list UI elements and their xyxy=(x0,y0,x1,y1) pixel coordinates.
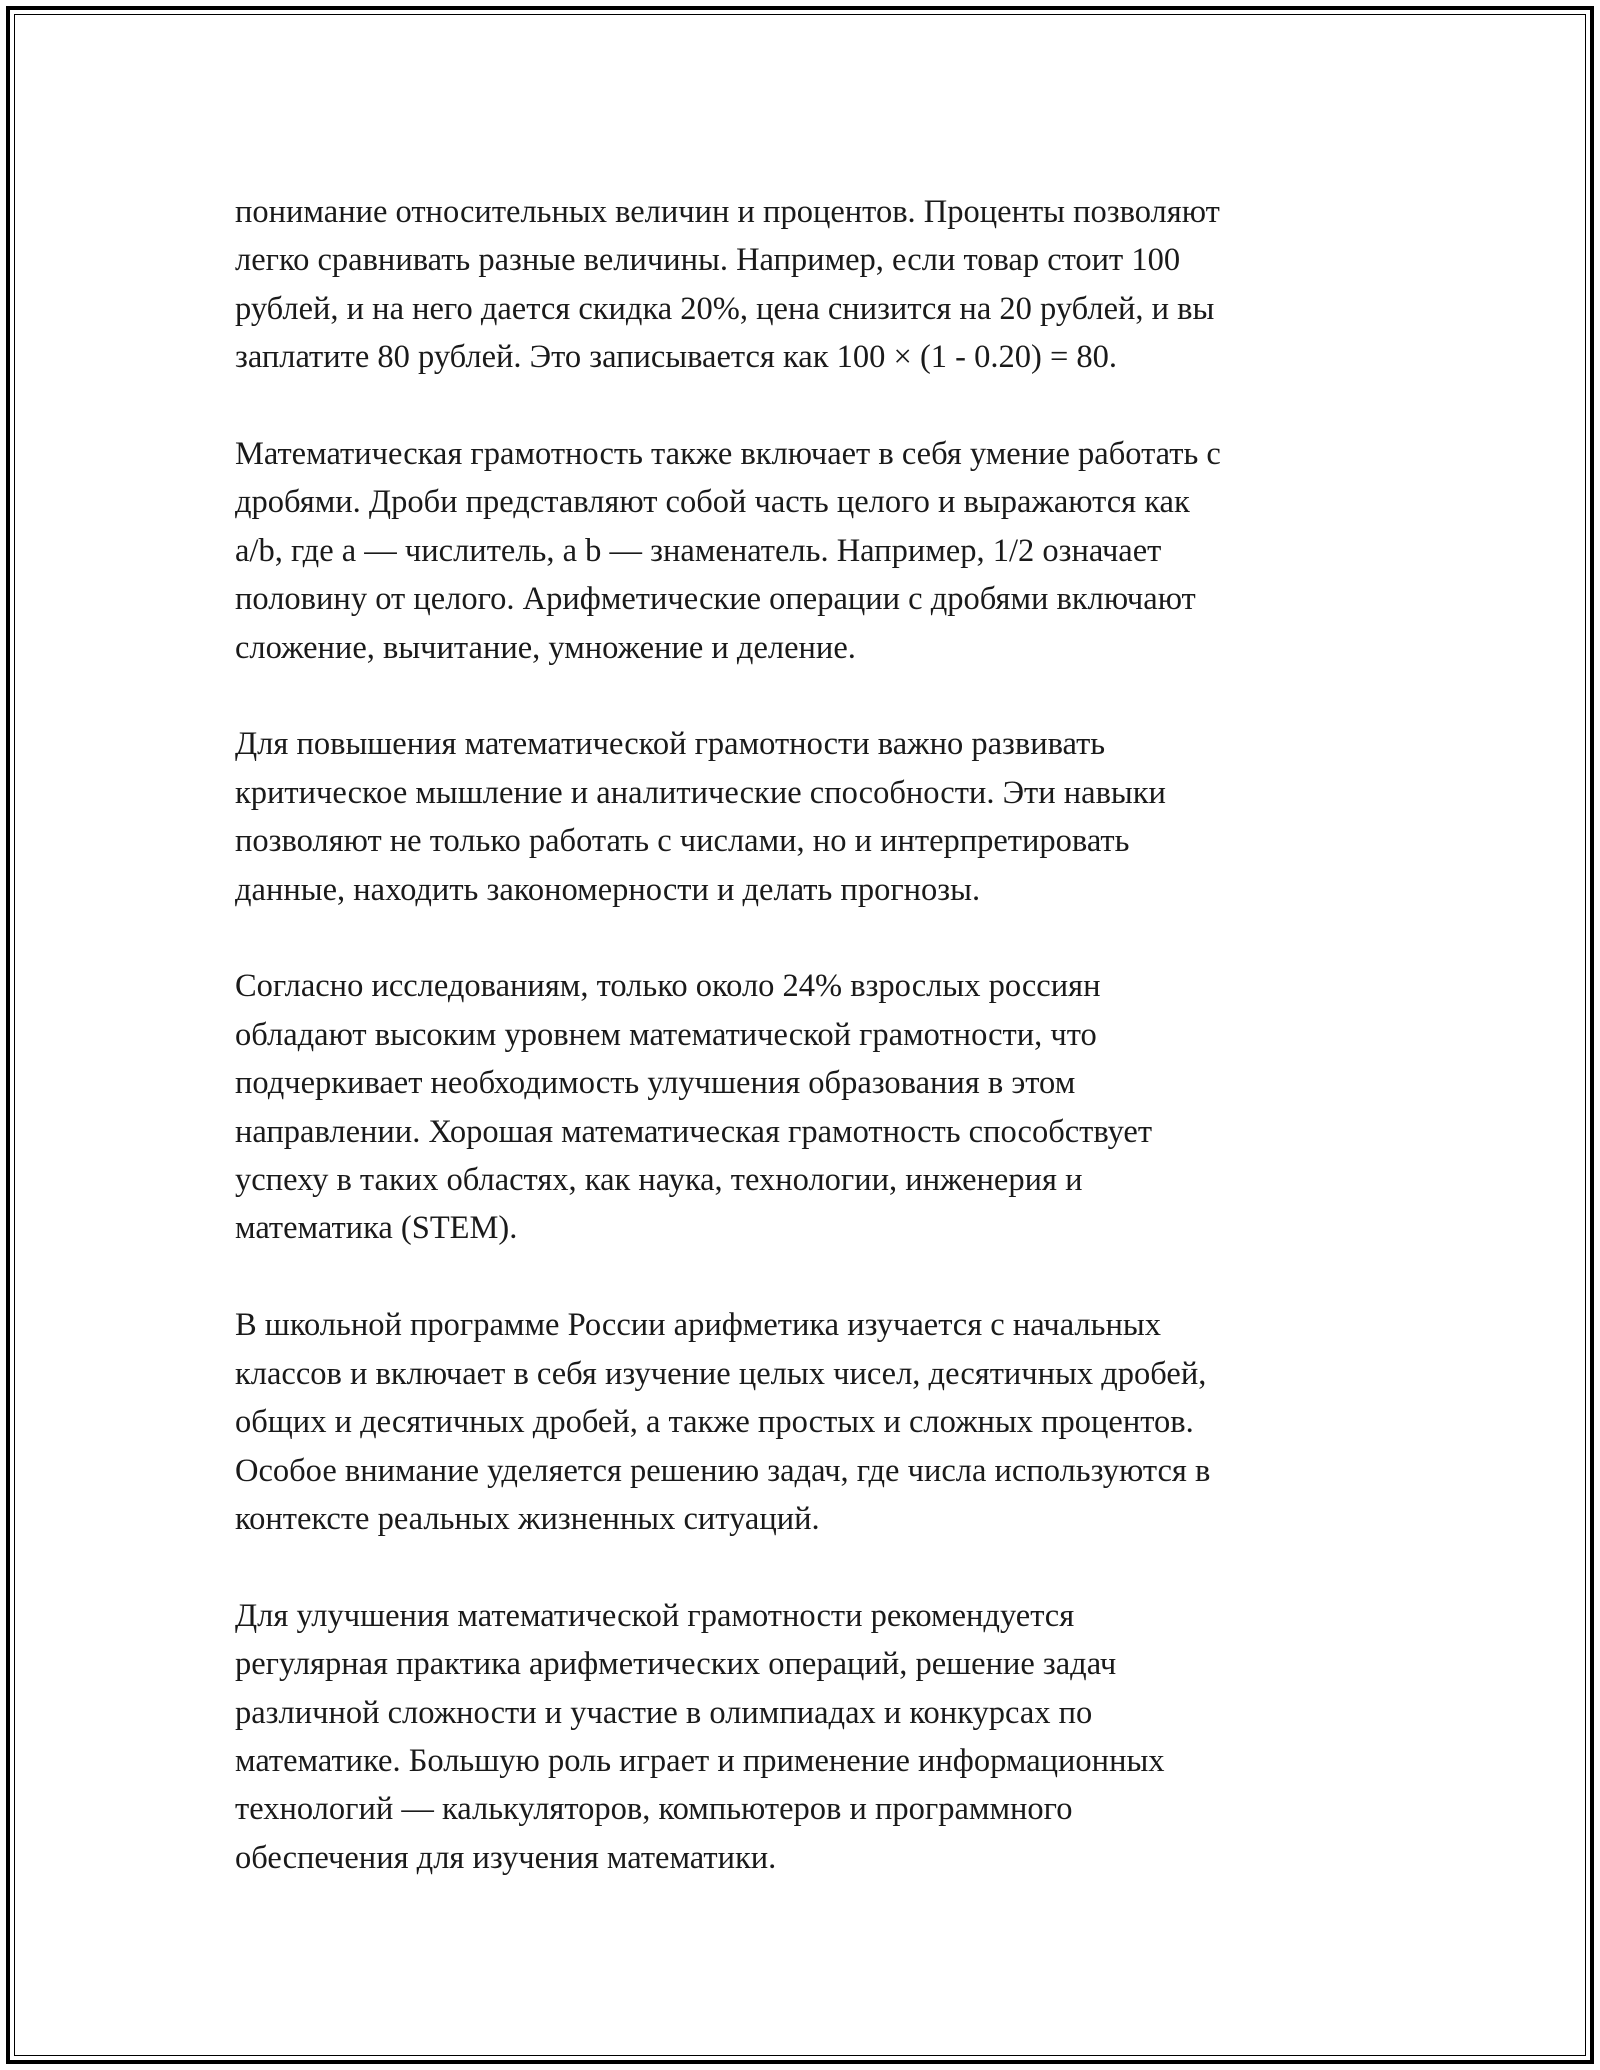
paragraph-percentages: понимание относительных величин и процентов. Проценты позволяют легко сравнивать разные величины. Например, если товар стоит 100 рублей, и на него дается скидка 20%, цена снизится на 20 рублей, и вы заплатите 80 рублей. Это записывается как 100 × (1 - 0.20) = 80. xyxy=(235,194,1220,376)
paragraph-fractions: Математическая грамотность также включает в себя умение работать с дробями. Дроби представляют собой часть целого и выражаются как a/b, где a — числитель, а b — знаменатель. Например, 1/2 означает половину от целого. Арифметические операции с дробями включают сложение, вычитание, умножение и деление. xyxy=(235,436,1221,666)
paragraph-research-statistics: Согласно исследованиям, только около 24% взрослых россиян обладают высоким уровнем математической грамотности, что подчеркивает необходимость улучшения образования в этом направлении. Хорошая математическая грамотность способствует успеху в таких областях, как наука, технологии, инженерия и математика (STEM). xyxy=(235,968,1153,1247)
document-body xyxy=(235,188,1375,1931)
paragraph-critical-thinking: Для повышения математической грамотности важно развивать критическое мышление и аналитические способности. Эти навыки позволяют не только работать с числами, но и интерпретировать данные, находить закономерности и делать прогнозы. xyxy=(235,726,1166,908)
paragraph-school-program: В школьной программе России арифметика изучается с начальных классов и включает в себя изучение целых чисел, десятичных дробей, общих и десятичных дробей, а также простых и сложных процентов. Особое внимание уделяется решению задач, где числа используются в контексте реальных жизненных ситуаций. xyxy=(235,1307,1211,1537)
paragraph-recommendations: Для улучшения математической грамотности рекомендуется регулярная практика арифметических операций, решение задач различной сложности и участие в олимпиадах и конкурсах по математике. Большую роль играет и применение информационных технологий — калькуляторов, компьютеров и программного обеспечения для изучения математики. xyxy=(235,1597,1165,1876)
